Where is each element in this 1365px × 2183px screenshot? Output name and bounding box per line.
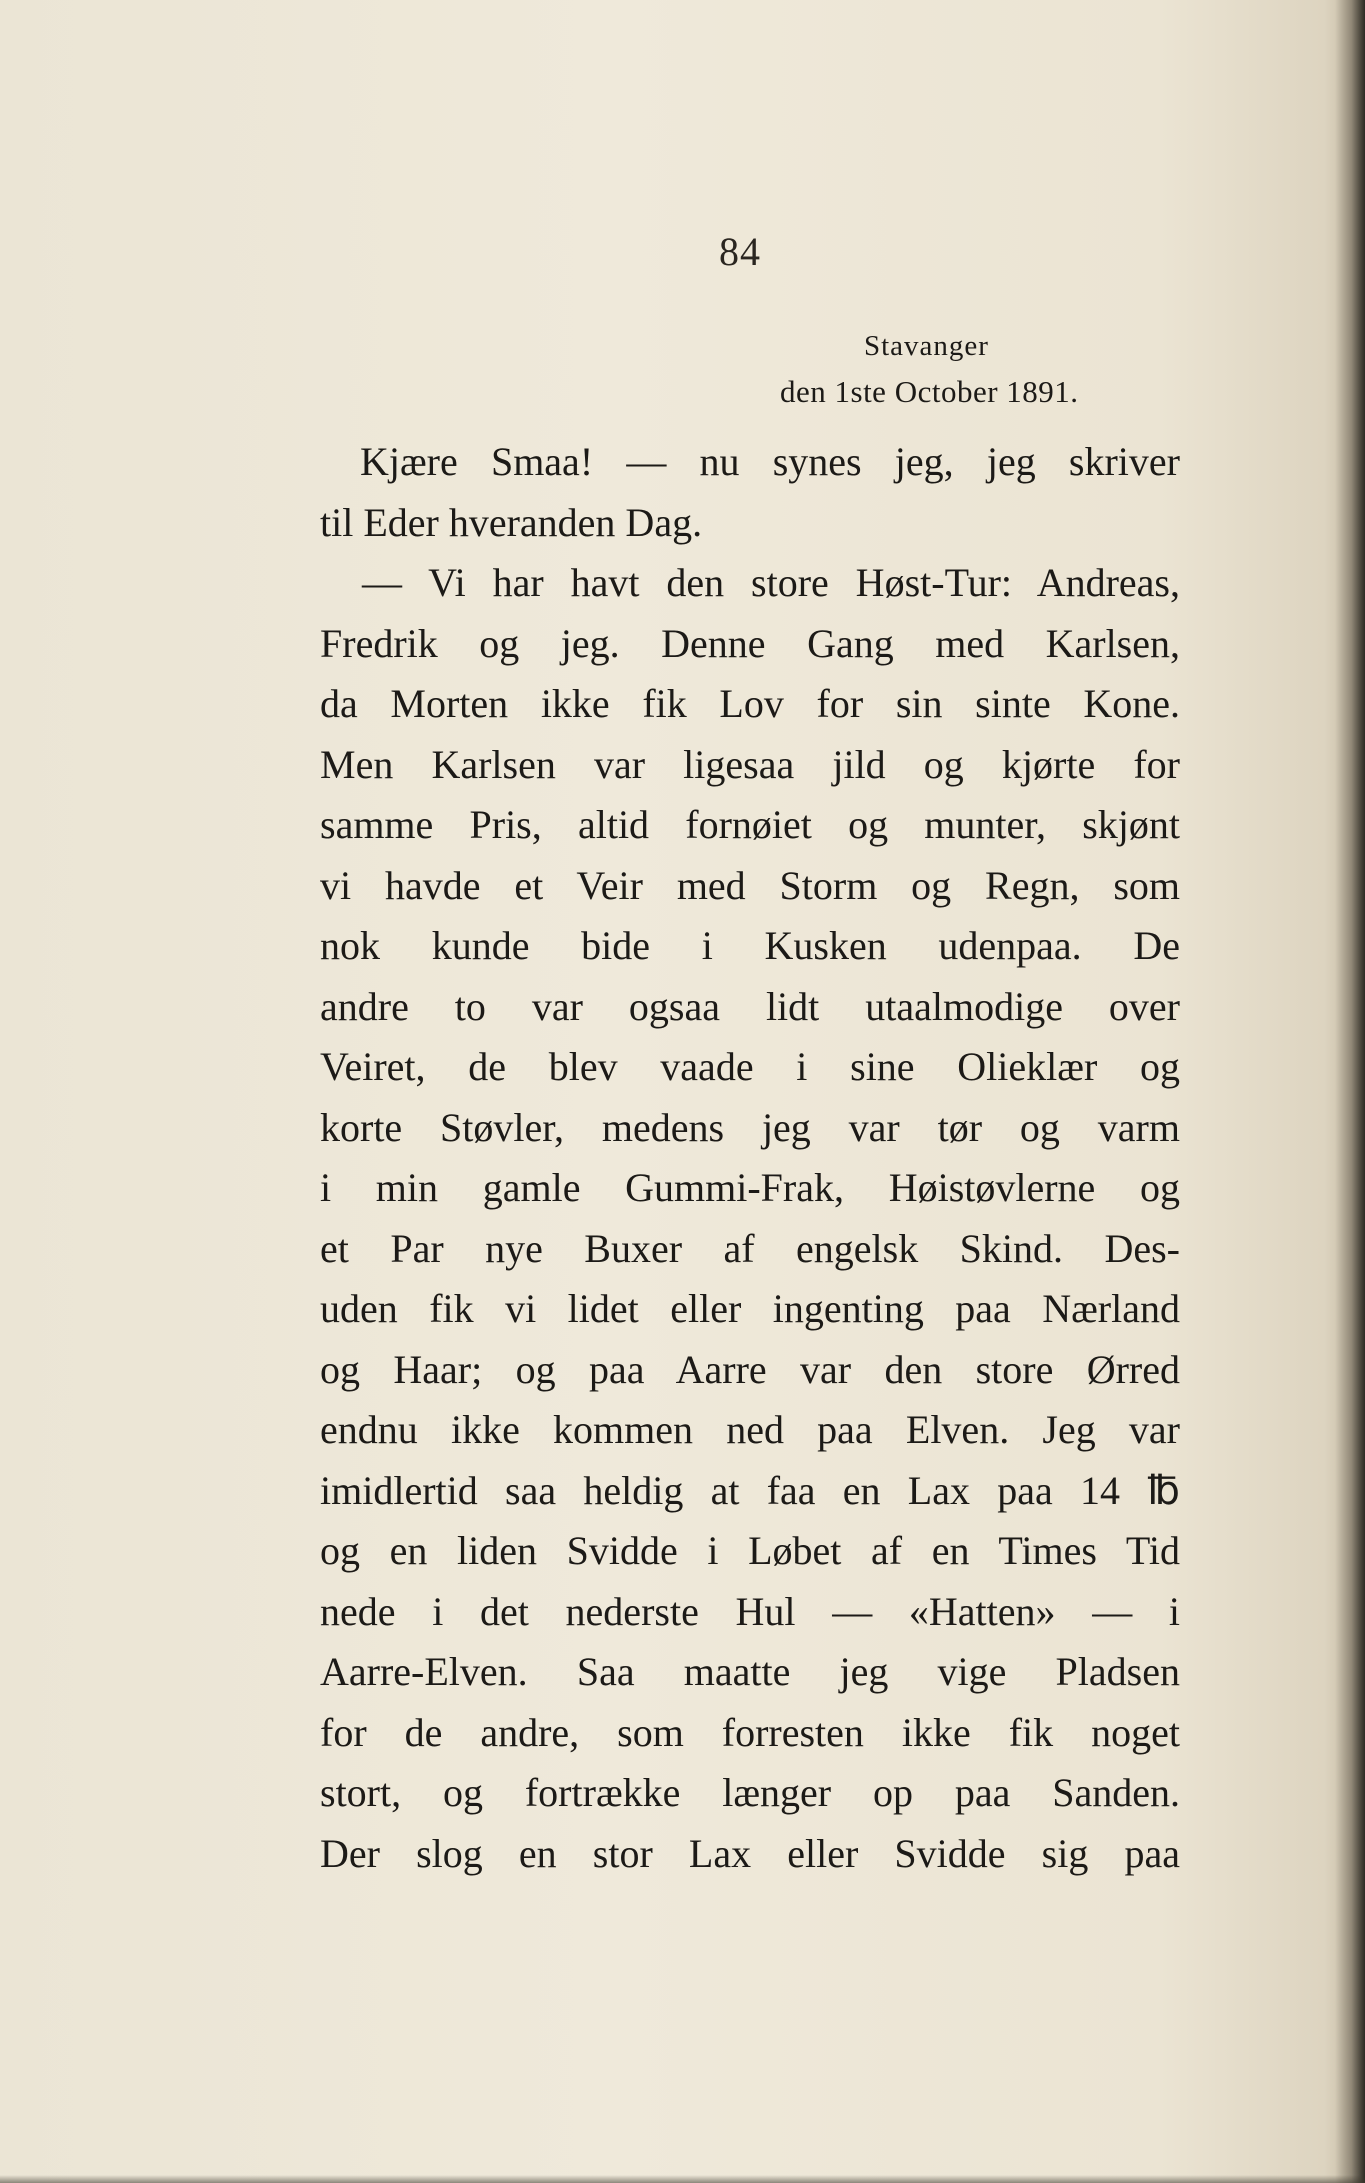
text-line: vi havde et Veir med Storm og Regn, som [320, 862, 1180, 908]
letter-date: den 1ste October 1891. [780, 374, 1079, 409]
text-line: Veiret, de blev vaade i sine Olieklær og [320, 1044, 1180, 1089]
text-line: — Vi har havt den store Høst-Tur: Andreas, [362, 560, 1180, 605]
page-edge-shadow [1335, 0, 1365, 2183]
text-line: korte Støvler, medens jeg var tør og varm [320, 1104, 1180, 1150]
text-line: andre to var ogsaa lidt utaalmodige over [320, 983, 1180, 1029]
text-line: samme Pris, altid fornøiet og munter, skjønt [320, 802, 1180, 847]
text-line: Fredrik og jeg. Denne Gang med Karlsen, [320, 620, 1180, 666]
text-line: imidlertid saa heldig at faa en Lax paa 14 ℔ [320, 1467, 1180, 1513]
text-line: i min gamle Gummi-Frak, Høistøvlerne og [320, 1165, 1180, 1210]
text-line: nede i det nederste Hul — «Hatten» — i [320, 1588, 1180, 1634]
letter-body [320, 432, 1180, 1884]
page-number: 84 [719, 229, 761, 274]
text-line: Kjære Smaa! — nu synes jeg, jeg skriver [360, 439, 1180, 484]
text-line: nok kunde bide i Kusken udenpaa. De [320, 923, 1180, 968]
text-line: og Haar; og paa Aarre var den store Ørred [320, 1346, 1180, 1392]
letter-place: Stavanger [864, 330, 989, 362]
text-line: til Eder hveranden Dag. [320, 499, 703, 545]
text-line: et Par nye Buxer af engelsk Skind. Des- [320, 1225, 1180, 1271]
text-line: da Morten ikke fik Lov for sin sinte Kone. [320, 681, 1180, 726]
text-line: Men Karlsen var ligesaa jild og kjørte for [320, 741, 1180, 787]
text-line: og en liden Svidde i Løbet af en Times Tid [320, 1528, 1180, 1573]
text-line: stort, og fortrække længer op paa Sanden. [320, 1770, 1180, 1815]
text-line: uden fik vi lidet eller ingenting paa Nærland [320, 1286, 1180, 1331]
text-line: Der slog en stor Lax eller Svidde sig paa [320, 1830, 1180, 1876]
text-line: Aarre-Elven. Saa maatte jeg vige Pladsen [320, 1649, 1180, 1694]
page-bottom-shadow [0, 2175, 1365, 2183]
text-line: endnu ikke kommen ned paa Elven. Jeg var [320, 1407, 1180, 1452]
text-line: for de andre, som forresten ikke fik noget [320, 1709, 1180, 1755]
